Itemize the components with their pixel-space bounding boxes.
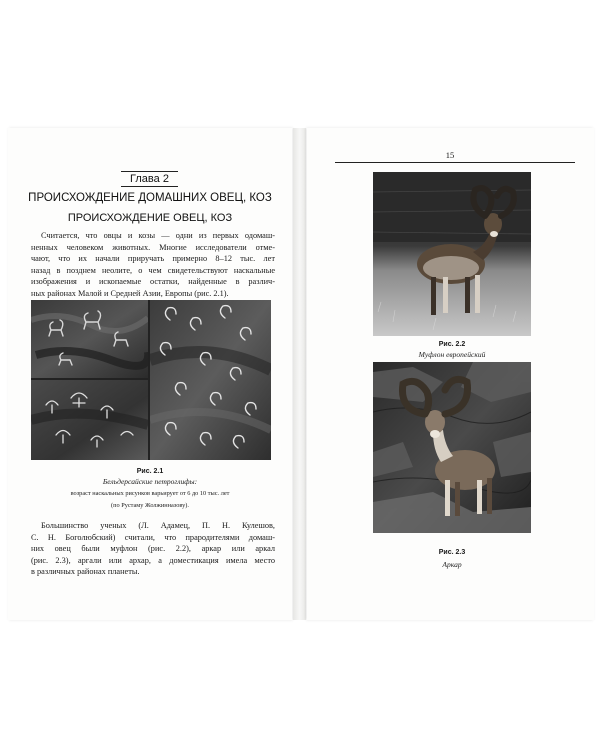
paragraph-line: Большинство ученых (Л. Адамец, П. Н. Кулешов, [41, 521, 275, 530]
paragraph-line: изображения и ископаемые остатки, найденные в различ- [31, 277, 275, 286]
chapter-title: ПРОИСХОЖДЕНИЕ ДОМАШНИХ ОВЕЦ, КОЗ [28, 192, 272, 204]
page-number: 15 [445, 150, 455, 160]
paragraph-line: них овец были муфлон (рис. 2.2), аркар или аркал [31, 544, 275, 553]
header-rule [335, 162, 575, 163]
paragraph-line: ненных человеком животных. Многие исследователи отме- [31, 242, 275, 252]
section-title: ПРОИСХОЖДЕНИЕ ОВЕЦ, КОЗ [67, 212, 233, 224]
paragraph-line: ных районах Малой и Средней Азии, Европы (рис. 2.1). [31, 288, 229, 298]
petroglyph-photo-right [150, 300, 271, 460]
paragraph-line: в различных районах планеты. [31, 567, 140, 576]
paragraph-line: (рис. 2.3), аргали или архар, а доместикация имела место [31, 555, 275, 565]
paragraph-line: Считается, что овцы и козы — одни из первых одомаш- [41, 231, 275, 240]
figure-2-1-name: Бельдерсайские петроглифы: [102, 477, 198, 486]
figure-2-1-label: Рис. 2.1 [136, 468, 164, 475]
arkhar-photo [373, 362, 531, 533]
petroglyph-figure [31, 300, 271, 460]
figure-2-1-note: возраст наскальных рисунков варьирует от 6 до 10 тыс. лет [70, 490, 230, 497]
figure-2-2-name: Муфлон европейский [418, 350, 486, 359]
mouflon-photo [373, 172, 531, 336]
book-gutter [293, 128, 306, 620]
paragraph-line: назад в позднем неолите, о чем свидетельствуют наскальные [31, 265, 275, 275]
chapter-label: Глава 2 [121, 171, 178, 187]
petroglyph-photo-bottom-left [31, 380, 148, 460]
petroglyph-photo-top-left [31, 300, 148, 378]
figure-2-2-label: Рис. 2.2 [438, 341, 466, 348]
figure-2-3-name: Аркар [442, 560, 462, 569]
paragraph-2 [31, 520, 275, 578]
figure-2-1-source: (по Рустаму Жолжинназову). [111, 502, 189, 509]
paragraph-line: чают, что их начали приручать примерно 8–12 тыс. лет [31, 254, 275, 263]
figure-2-3-label: Рис. 2.3 [438, 549, 466, 556]
paragraph-line: С. Н. Боголюбский) считали, что прародителями домаш- [31, 532, 275, 542]
paragraph-1 [31, 230, 275, 299]
